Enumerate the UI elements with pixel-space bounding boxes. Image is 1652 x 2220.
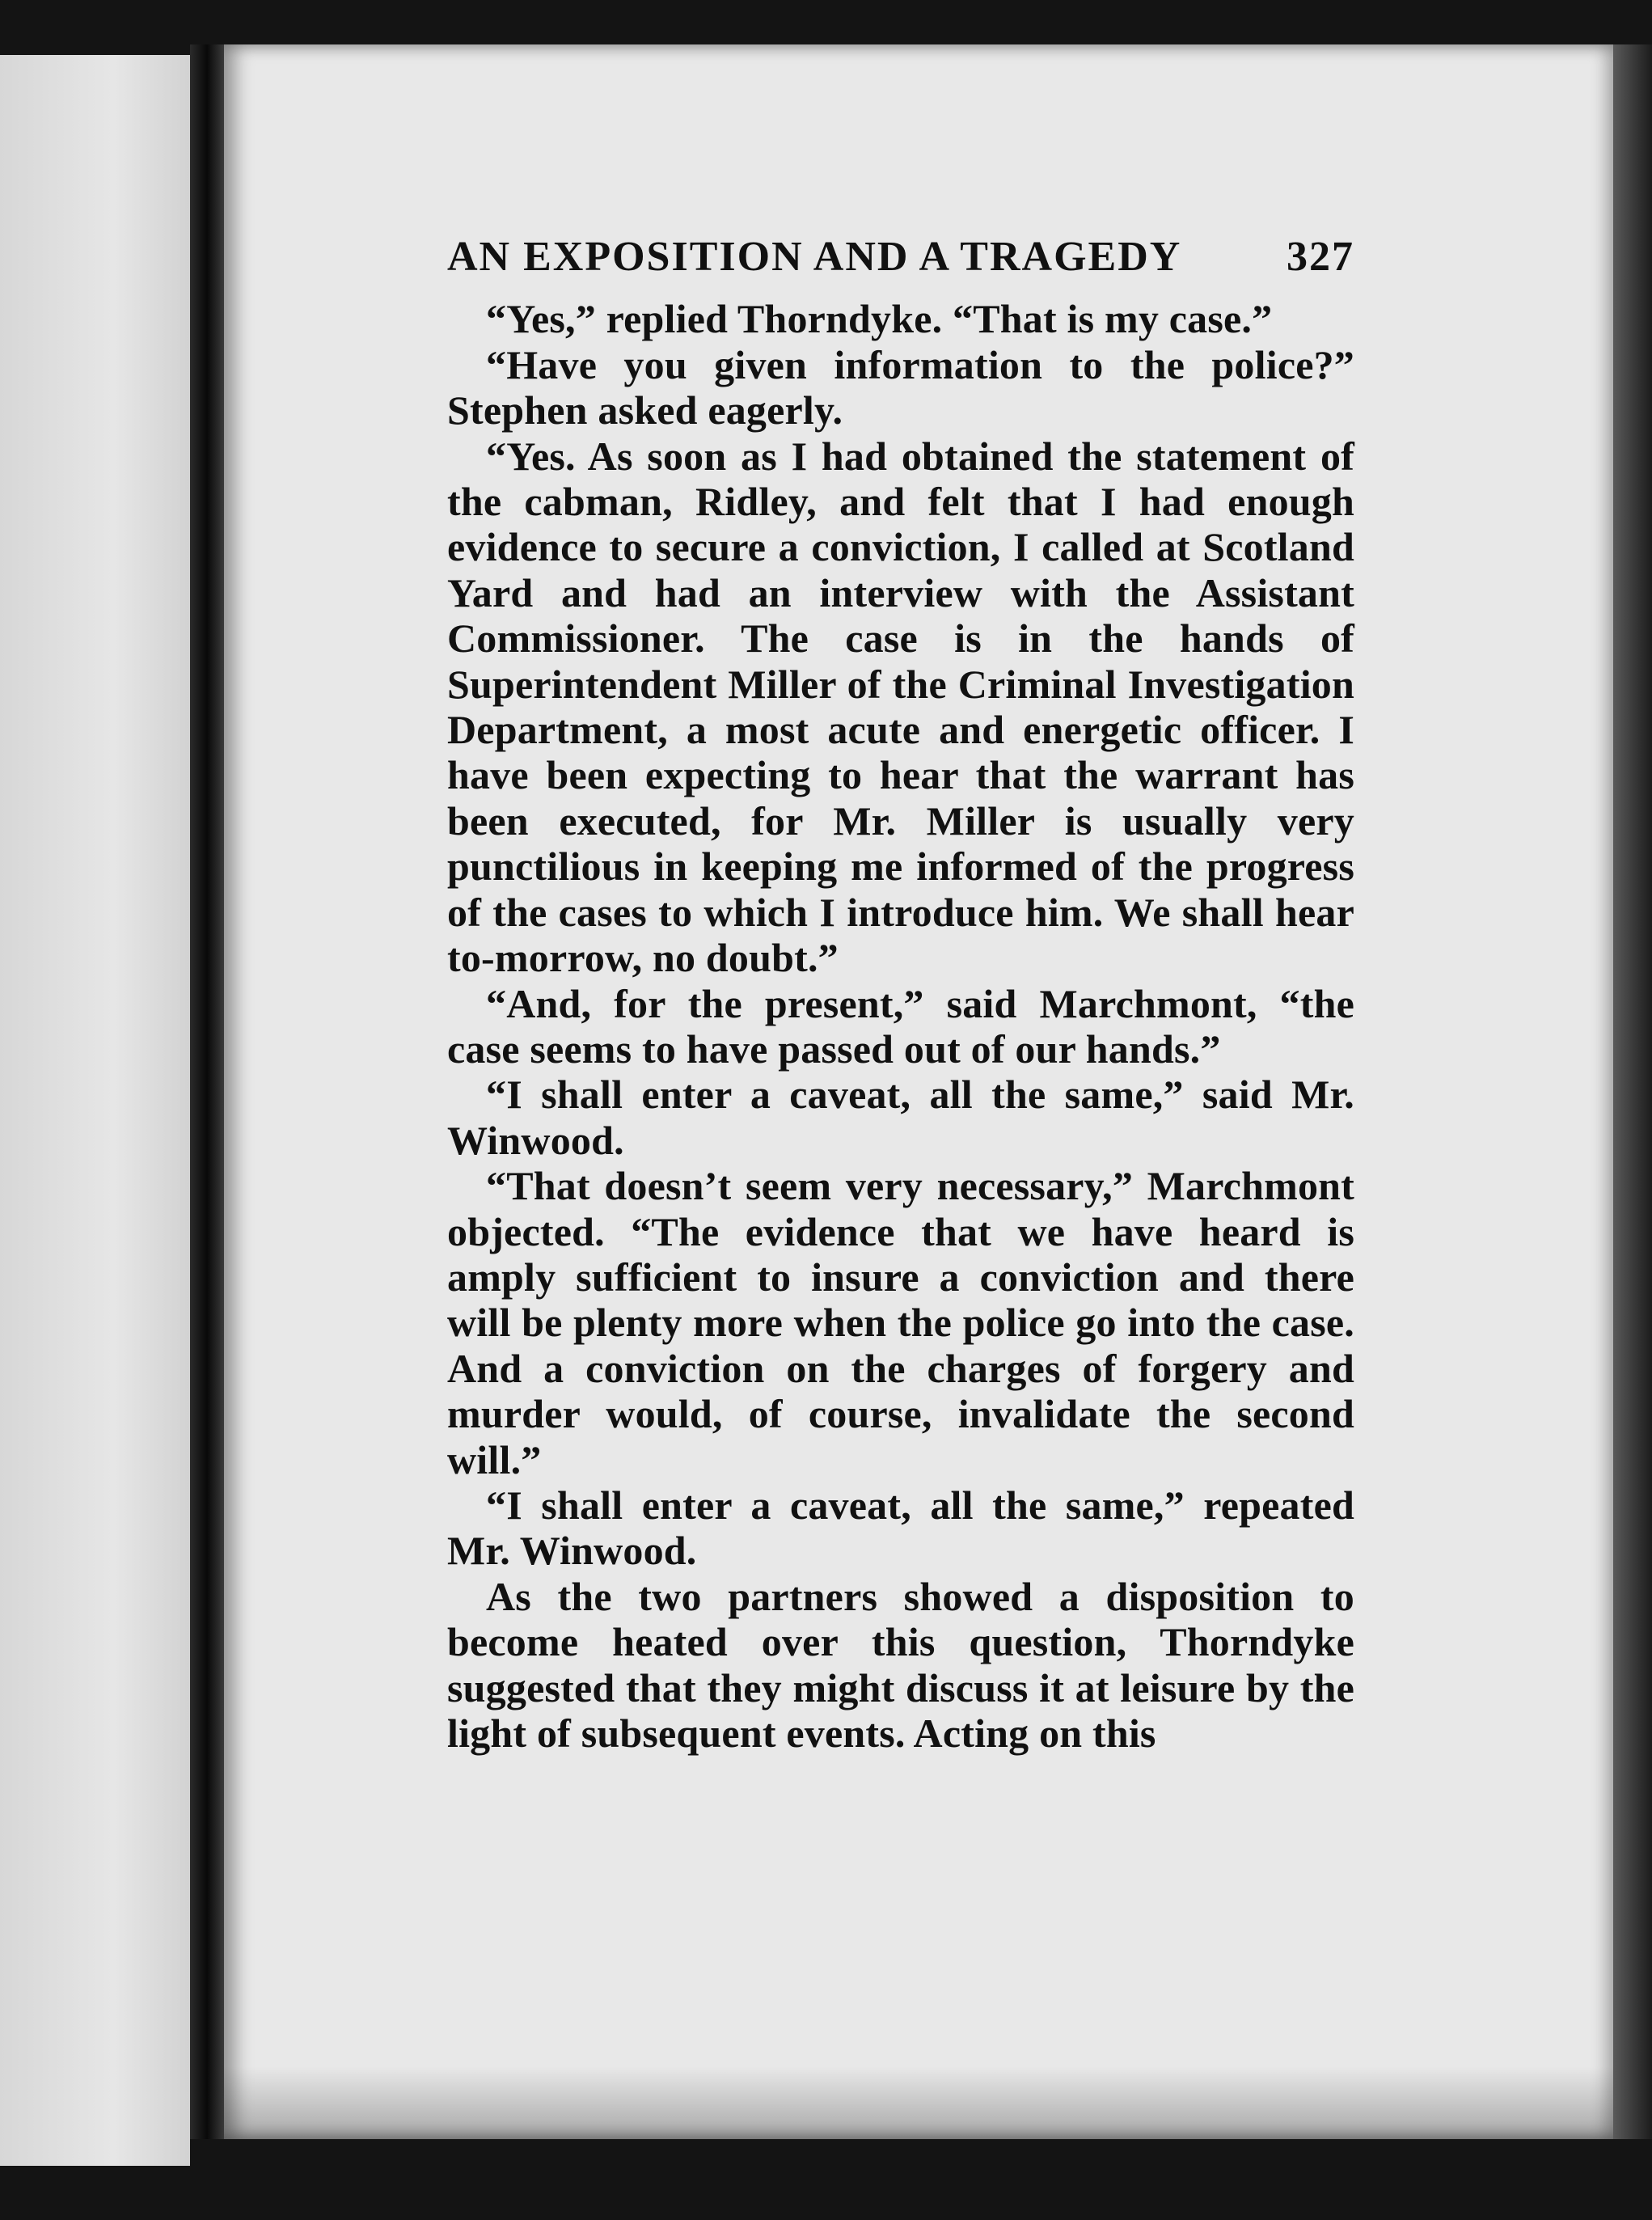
book-gutter [190,44,224,2139]
paragraph-2: “Have you given information to the police?” Stephen asked eagerly. [447,341,1354,433]
right-page-edge [1613,44,1652,2139]
paragraph-8: As the two partners showed a disposition to become heated over this question, Thorndyke suggested that they might discuss it at leisure by the light of subsequent events. Acting on this [447,1573,1354,1756]
page-bottom-shadow [224,2066,1613,2139]
paragraph-7: “I shall enter a caveat, all the same,” repeated Mr. Winwood. [447,1482,1354,1574]
paragraph-6: “That doesn’t seem very necessary,” Marchmont objected. “The evidence that we have heard is amply sufficient to insure a conviction and there will be plenty more when the police go into the case. And a conviction on the charges of forgery and murder would, of course, invalidate the second will.” [447,1163,1354,1482]
paragraph-4: “And, for the present,” said Marchmont, “the case seems to have passed out of our hands.” [447,980,1354,1072]
paragraph-5: “I shall enter a caveat, all the same,” said Mr. Winwood. [447,1072,1354,1163]
paragraph-1: “Yes,” replied Thorndyke. “That is my case.” [486,296,1273,342]
running-title: AN EXPOSITION AND A TRAGEDY [447,234,1182,280]
paragraph-3: “Yes. As soon as I had obtained the statement of the cabman, Ridley, and felt that I had enough evidence to secure a conviction, I called at Scotland Yard and had an interview with the Assistant Commissioner. The case is in the hands of Superintendent Miller of the Criminal Investigation Department, a most acute and energetic officer. I have been expecting to hear that the warrant has been executed, for Mr. Miller is usually very punctilious in keeping me informed of the progress of the cases to which I introduce him. We shall hear to-morrow, no doubt.” [447,433,1354,981]
left-page-edge [0,55,190,2166]
running-head [447,235,1354,280]
page-number: 327 [1287,234,1354,280]
page-text [447,235,1354,1756]
